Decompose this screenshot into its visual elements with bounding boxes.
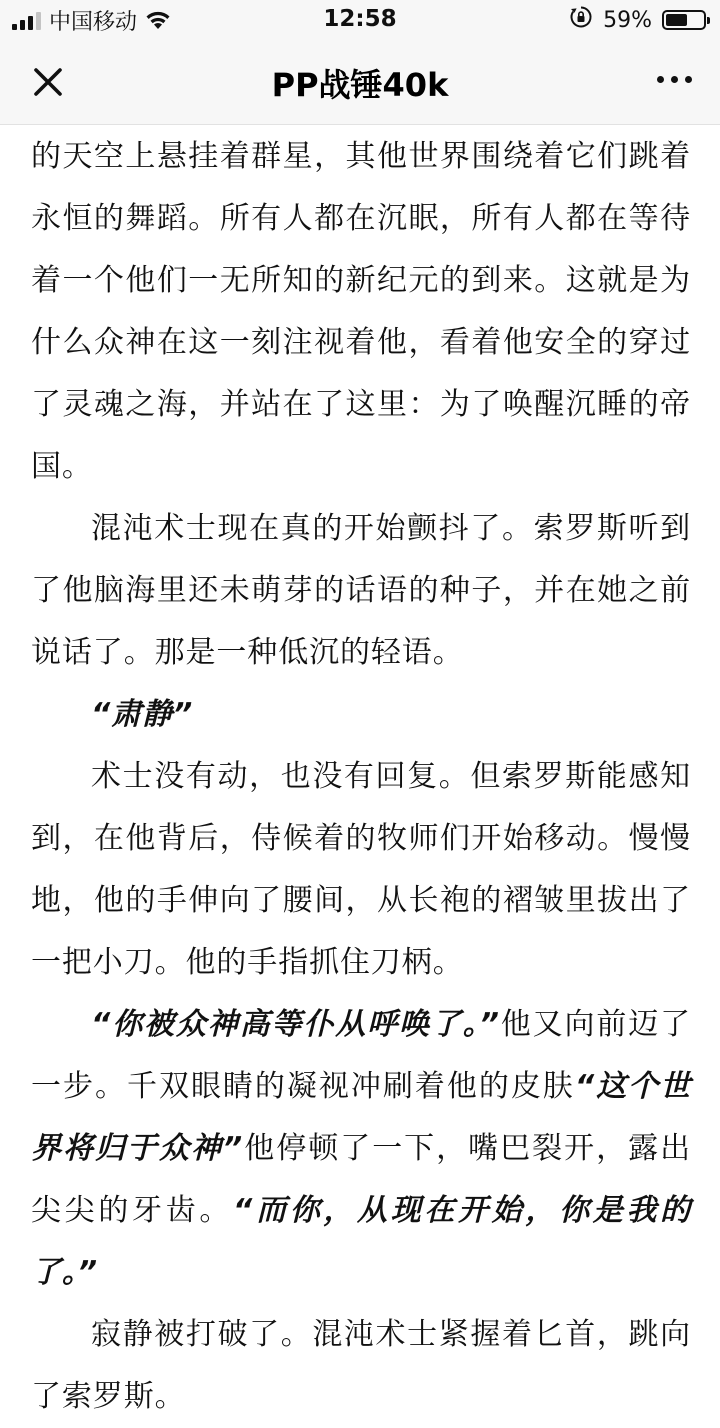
article-paragraph [31,684,691,746]
more-icon-dot [657,76,664,83]
narration-text: 他又向前迈了一步。千双眼睛的凝视冲刷着他的皮肤 [31,1007,691,1104]
article-body [31,126,691,1428]
more-icon-dot [671,76,678,83]
status-time: 12:58 [323,6,397,32]
nav-bar [0,40,720,125]
battery-percent: 59% [603,7,652,33]
battery-fill [666,14,687,26]
article-paragraph: 的天空上悬挂着群星，其他世界围绕着它们跳着永恒的舞蹈。所有人都在沉眠，所有人都在等待着一个他们一无所知的新纪元的到来。这就是为什么众神在这一刻注视着他，看着他安全的穿过了灵魂之海，并站在了这里：为了唤醒沉睡的帝国。 [31,139,691,484]
article-paragraph: 混沌术士现在真的开始颤抖了。索罗斯听到了他脑海里还未萌芽的话语的种子，并在她之前说话了。那是一种低沉的轻语。 [31,511,691,670]
status-bar [0,0,720,40]
dialogue-quote: “肃静” [91,697,194,732]
narration-text: 他停顿了一下，嘴巴裂开，露出尖尖的牙齿。 [31,1131,691,1228]
article-paragraph: 寂静被打破了。混沌术士紧握着匕首，跳向了索罗斯。 [31,1317,691,1414]
dialogue-quote: “你被众神高等仆从呼唤了。” [91,1007,500,1042]
article-paragraph [31,994,691,1304]
article-paragraph: 术士没有动，也没有回复。但索罗斯能感知到，在他背后，侍候着的牧师们开始移动。慢慢地，他的手伸向了腰间，从长袍的褶皱里拔出了一把小刀。他的手指抓住刀柄。 [31,759,691,980]
more-button[interactable] [657,76,692,83]
page-title: PP战锤40k [271,66,449,104]
close-button[interactable] [28,62,68,102]
carrier-label: 中国移动 [49,9,138,35]
status-right [569,6,706,34]
dialogue-quote: “而你，从现在开始，你是我的了。” [31,1193,692,1290]
close-icon [28,62,68,102]
dialogue-quote: “这个世界将归于众神” [31,1069,691,1166]
battery-icon [662,10,706,30]
more-icon-dot [685,76,692,83]
orientation-lock-icon [569,5,593,35]
